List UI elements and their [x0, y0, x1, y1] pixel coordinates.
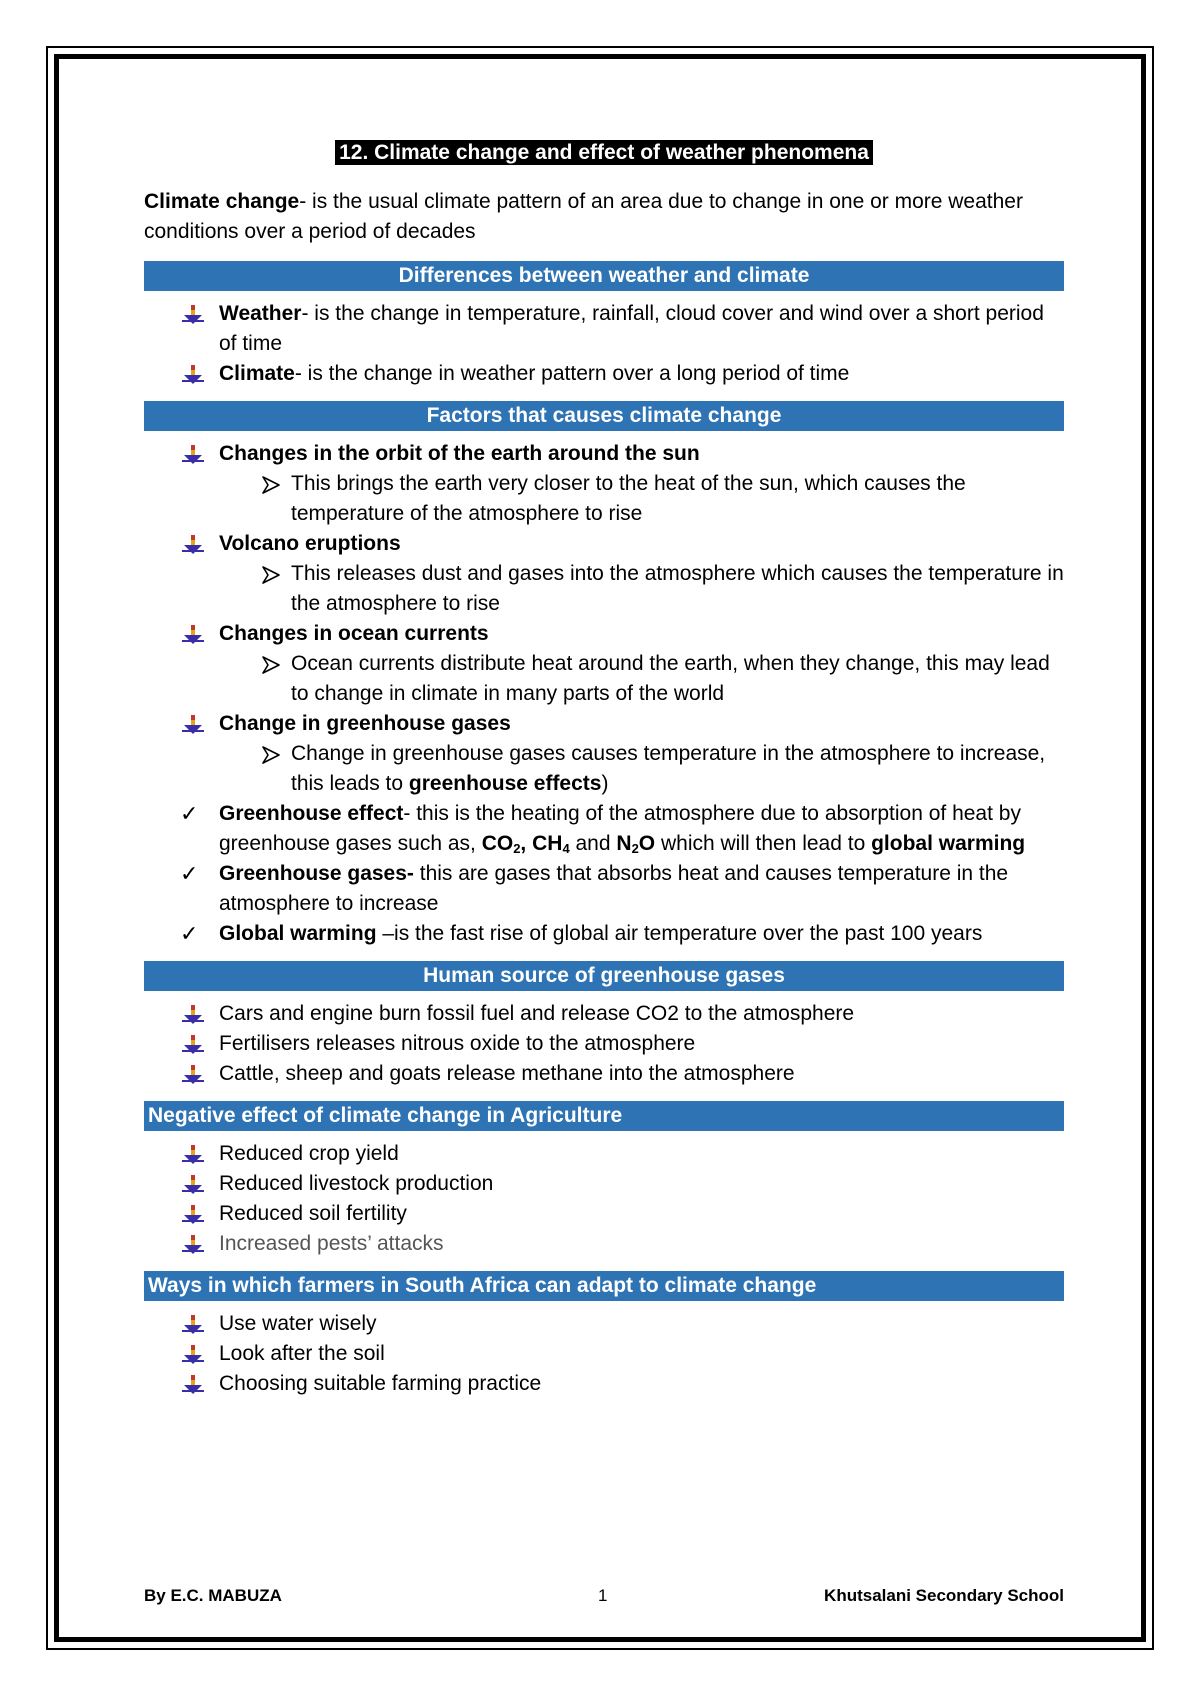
list-item-text: Reduced livestock production [219, 1172, 494, 1195]
list-item [144, 1059, 1064, 1089]
arrow-bullet-icon [182, 1175, 204, 1195]
arrow-bullet-icon [182, 305, 204, 325]
list-item [144, 999, 1064, 1029]
list-item [144, 299, 1064, 359]
term-greenhouse-gases: Greenhouse gases- [219, 862, 414, 885]
arrow-bullet-icon [182, 1145, 204, 1165]
factor-detail: This releases dust and gases into the atmosphere which causes the temperature in the atmosphere to rise [291, 562, 1064, 615]
list-item [144, 709, 1064, 739]
list-item-text: Cars and engine burn fossil fuel and release CO2 to the atmosphere [219, 1002, 855, 1025]
footer-page-number: 1 [598, 1586, 608, 1605]
formula-ch4: $CH_4$ [532, 832, 570, 856]
arrow-bullet-icon [182, 1375, 204, 1395]
conjunction: and [569, 832, 617, 855]
term-weather: Weather [219, 302, 302, 325]
check-icon: ✓ [180, 801, 199, 826]
section-heading-human-sources: Human source of greenhouse gases [144, 961, 1064, 991]
list-item [144, 619, 1064, 649]
check-icon: ✓ [180, 921, 199, 946]
arrow-bullet-icon [182, 445, 204, 465]
footer-author: By E.C. MABUZA [144, 1586, 282, 1605]
arrow-bullet-icon [182, 1035, 204, 1055]
list-item-text: Choosing suitable farming practice [219, 1372, 542, 1395]
list-item-text: Use water wisely [219, 1312, 377, 1335]
list-item [144, 1309, 1064, 1339]
term-climate: Climate [219, 362, 295, 385]
factor-detail: This brings the earth very closer to the heat of the sun, which causes the temperature of the atmosphere to rise [291, 472, 966, 525]
factors-list [144, 439, 1064, 949]
list-subitem [144, 469, 1064, 529]
list-item-text: Increased pests’ attacks [219, 1232, 444, 1255]
arrow-bullet-icon [182, 1005, 204, 1025]
list-item [144, 1339, 1064, 1369]
arrow-bullet-icon [182, 1065, 204, 1085]
check-item-greenhouse-gases [144, 859, 1064, 919]
arrowhead-icon [260, 655, 282, 675]
weather-climate-list [144, 299, 1064, 389]
factor-detail: Ocean currents distribute heat around the earth, when they change, this may lead to change in climate in many parts of the world [291, 652, 1050, 705]
section-heading-adaptation: Ways in which farmers in South Africa can adapt to climate change [144, 1271, 1064, 1301]
factor-detail-bold: greenhouse effects [408, 772, 602, 795]
list-item [144, 1199, 1064, 1229]
arrow-bullet-icon [182, 1345, 204, 1365]
factor-label: Changes in ocean currents [219, 622, 489, 645]
list-item-text: Fertilisers releases nitrous oxide to the atmosphere [219, 1032, 696, 1055]
definition-text: - this is the heating of the atmosphere due to absorption of heat by greenhouse gases such as, [219, 802, 1021, 855]
section-heading-negative-effects: Negative effect of climate change in Agriculture [144, 1101, 1064, 1131]
list-subitem [144, 739, 1064, 799]
section-heading-weather-climate: Differences between weather and climate [144, 261, 1064, 291]
arrowhead-icon [260, 475, 282, 495]
document-body [144, 140, 1064, 1411]
factor-label: Change in greenhouse gases [219, 712, 511, 735]
check-icon: ✓ [180, 861, 199, 886]
arrowhead-icon [260, 745, 282, 765]
factor-label: Changes in the orbit of the earth around the sun [219, 442, 700, 465]
list-item [144, 1369, 1064, 1399]
separator: , [520, 832, 533, 855]
adaptation-list [144, 1309, 1064, 1399]
factor-detail-end: ) [601, 772, 609, 795]
definition-weather: - is the change in temperature, rainfall, cloud cover and wind over a short period of time [219, 302, 1044, 355]
intro-term: Climate change [144, 190, 300, 213]
arrow-bullet-icon [182, 625, 204, 645]
term-global-warming: Global warming [219, 922, 377, 945]
negative-effects-list [144, 1139, 1064, 1259]
list-item-text: Reduced soil fertility [219, 1202, 407, 1225]
list-item-text: Look after the soil [219, 1342, 385, 1365]
list-item [144, 359, 1064, 389]
arrow-bullet-icon [182, 365, 204, 385]
arrow-bullet-icon [182, 1315, 204, 1335]
list-item-text: Reduced crop yield [219, 1142, 399, 1165]
check-item-greenhouse-effect [144, 799, 1064, 859]
list-item [144, 1029, 1064, 1059]
list-item [144, 1229, 1064, 1259]
formula-n2o: $N_2O$ [616, 832, 656, 856]
factor-label: Volcano eruptions [219, 532, 401, 555]
intro-definition [144, 187, 1064, 247]
arrow-bullet-icon [182, 715, 204, 735]
list-item [144, 439, 1064, 469]
definition-text: this are gases that absorbs heat and causes temperature in the atmosphere to increase [219, 862, 1009, 915]
list-item [144, 1139, 1064, 1169]
human-sources-list [144, 999, 1064, 1089]
page-footer [144, 1586, 1064, 1610]
factor-detail: Change in greenhouse gases causes temperature in the atmosphere to increase, this leads to [291, 742, 1046, 795]
definition-text: –is the fast rise of global air temperature over the past 100 years [376, 922, 983, 945]
list-subitem [144, 559, 1064, 619]
definition-text: which will then lead to [655, 832, 872, 855]
section-heading-factors: Factors that causes climate change [144, 401, 1064, 431]
list-item [144, 1169, 1064, 1199]
arrow-bullet-icon [182, 1205, 204, 1225]
check-item-global-warming [144, 919, 1064, 949]
footer-school: Khutsalani Secondary School [824, 1586, 1064, 1605]
page-title: 12. Climate change and effect of weather phenomena [335, 140, 873, 165]
arrowhead-icon [260, 565, 282, 585]
intro-text: - is the usual climate pattern of an area due to change in one or more weather conditions over a period of decades [144, 190, 1023, 243]
arrow-bullet-icon [182, 1235, 204, 1255]
arrow-bullet-icon [182, 535, 204, 555]
term-global-warming: global warming [871, 832, 1026, 855]
list-subitem [144, 649, 1064, 709]
formula-co2: $CO_2$ [481, 832, 521, 856]
term-greenhouse-effect: Greenhouse effect [219, 802, 404, 825]
list-item-text: Cattle, sheep and goats release methane into the atmosphere [219, 1062, 795, 1085]
definition-climate: - is the change in weather pattern over a long period of time [294, 362, 850, 385]
list-item [144, 529, 1064, 559]
